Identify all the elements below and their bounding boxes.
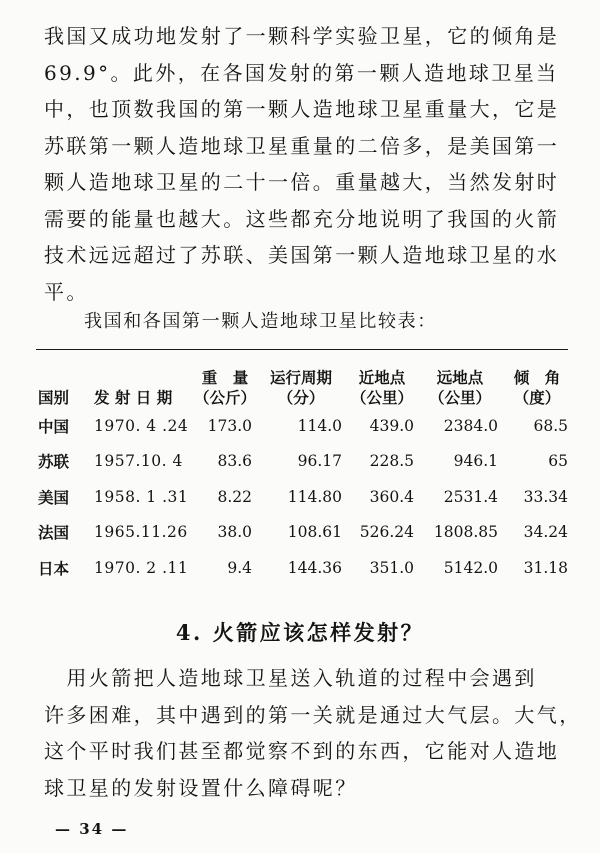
header-weight: 重 量 （公斤） (194, 368, 257, 407)
cell-country: 中国 (38, 416, 70, 436)
text-line: 69.9°。此外，在各国发射的第一颗人造地球卫星当 (44, 60, 559, 85)
body-paragraph-2 (44, 660, 582, 806)
table-header-row (34, 356, 572, 408)
text-line: 颗人造地球卫星的二十一倍。重量越大，当然发射时 (44, 170, 560, 194)
text-line: 这个平时我们甚至都觉察不到的东西，它能对人造地 (44, 739, 560, 763)
text-line: 平。 (44, 279, 89, 304)
table-row (34, 479, 572, 515)
cell-period: 114.0 (297, 416, 342, 435)
cell-perigee: 351.0 (369, 558, 414, 577)
text-line: 需要的能量也越大。这些都充分地说明了我国的火箭 (44, 206, 560, 231)
cell-date: 1958. 1 .31 (94, 487, 189, 506)
cell-perigee: 228.5 (369, 452, 414, 471)
cell-weight: 83.6 (217, 452, 252, 471)
cell-date: 1965.11.26 (94, 523, 188, 542)
header-country: 国别 (38, 388, 70, 407)
cell-date: 1970. 2 .11 (94, 558, 189, 577)
cell-country: 日本 (38, 558, 70, 578)
cell-weight: 9.4 (227, 558, 252, 577)
cell-perigee: 526.24 (359, 523, 414, 542)
cell-weight: 38.0 (217, 523, 252, 542)
cell-period: 108.61 (287, 523, 342, 542)
page-number: — 34 — (55, 820, 129, 838)
cell-inclination: 34.24 (523, 523, 568, 542)
text-line: 球卫星的发射设置什么障碍呢？ (44, 775, 358, 800)
text-line: 中，也顶数我国的第一颗人造地球卫星重量大，它是 (44, 97, 560, 121)
text-line: 我国又成功地发射了一颗科学实验卫星，它的倾角是 (44, 24, 560, 48)
header-launch-date: 发 射 日 期 (94, 388, 173, 407)
text-line: 技术远远超过了苏联、美国第一颗人造地球卫星的水 (44, 243, 560, 267)
cell-apogee: 1808.85 (433, 523, 498, 542)
header-inclination: 倾 角 （度） (513, 368, 561, 407)
section-title: 4. 火箭应该怎样发射？ (175, 620, 425, 645)
table-row (34, 408, 572, 444)
cell-weight: 173.0 (207, 416, 252, 435)
cell-perigee: 439.0 (369, 416, 414, 435)
cell-country: 法国 (38, 523, 70, 543)
text-line: 用火箭把人造地球卫星送入轨道的过程中会遇到 (44, 666, 537, 690)
header-period: 运行周期 （分） (269, 368, 332, 407)
table-top-rule (36, 349, 568, 350)
cell-apogee: 5142.0 (443, 558, 498, 577)
text-line: 许多困难，其中遇到的第一关就是通过大气层。大气， (44, 702, 582, 727)
text-line: 苏联第一颗人造地球卫星重量的二倍多，是美国第一 (44, 133, 560, 158)
cell-date: 1970. 4 .24 (94, 416, 189, 435)
cell-period: 114.80 (287, 487, 342, 506)
cell-inclination: 68.5 (533, 416, 568, 435)
cell-inclination: 65 (548, 452, 568, 471)
header-apogee: 远地点 （公里） (428, 368, 491, 407)
cell-period: 144.36 (287, 558, 342, 577)
cell-date: 1957.10. 4 (94, 452, 183, 471)
table-row (34, 444, 572, 480)
cell-weight: 8.22 (217, 487, 252, 506)
cell-apogee: 946.1 (453, 452, 498, 471)
table-caption: 我国和各国第一颗人造地球卫星比较表： (84, 311, 437, 332)
cell-apogee: 2384.0 (443, 416, 498, 435)
cell-inclination: 33.34 (523, 487, 568, 506)
cell-country: 苏联 (38, 452, 70, 472)
header-perigee: 近地点 （公里） (350, 368, 413, 407)
cell-country: 美国 (38, 487, 70, 507)
cell-apogee: 2531.4 (443, 487, 498, 506)
table-row (34, 550, 572, 586)
table-row (34, 515, 572, 551)
cell-period: 96.17 (297, 452, 342, 471)
body-paragraph-1 (44, 18, 569, 310)
cell-perigee: 360.4 (369, 487, 414, 506)
cell-inclination: 31.18 (523, 558, 568, 577)
satellite-comparison-table (34, 356, 572, 586)
